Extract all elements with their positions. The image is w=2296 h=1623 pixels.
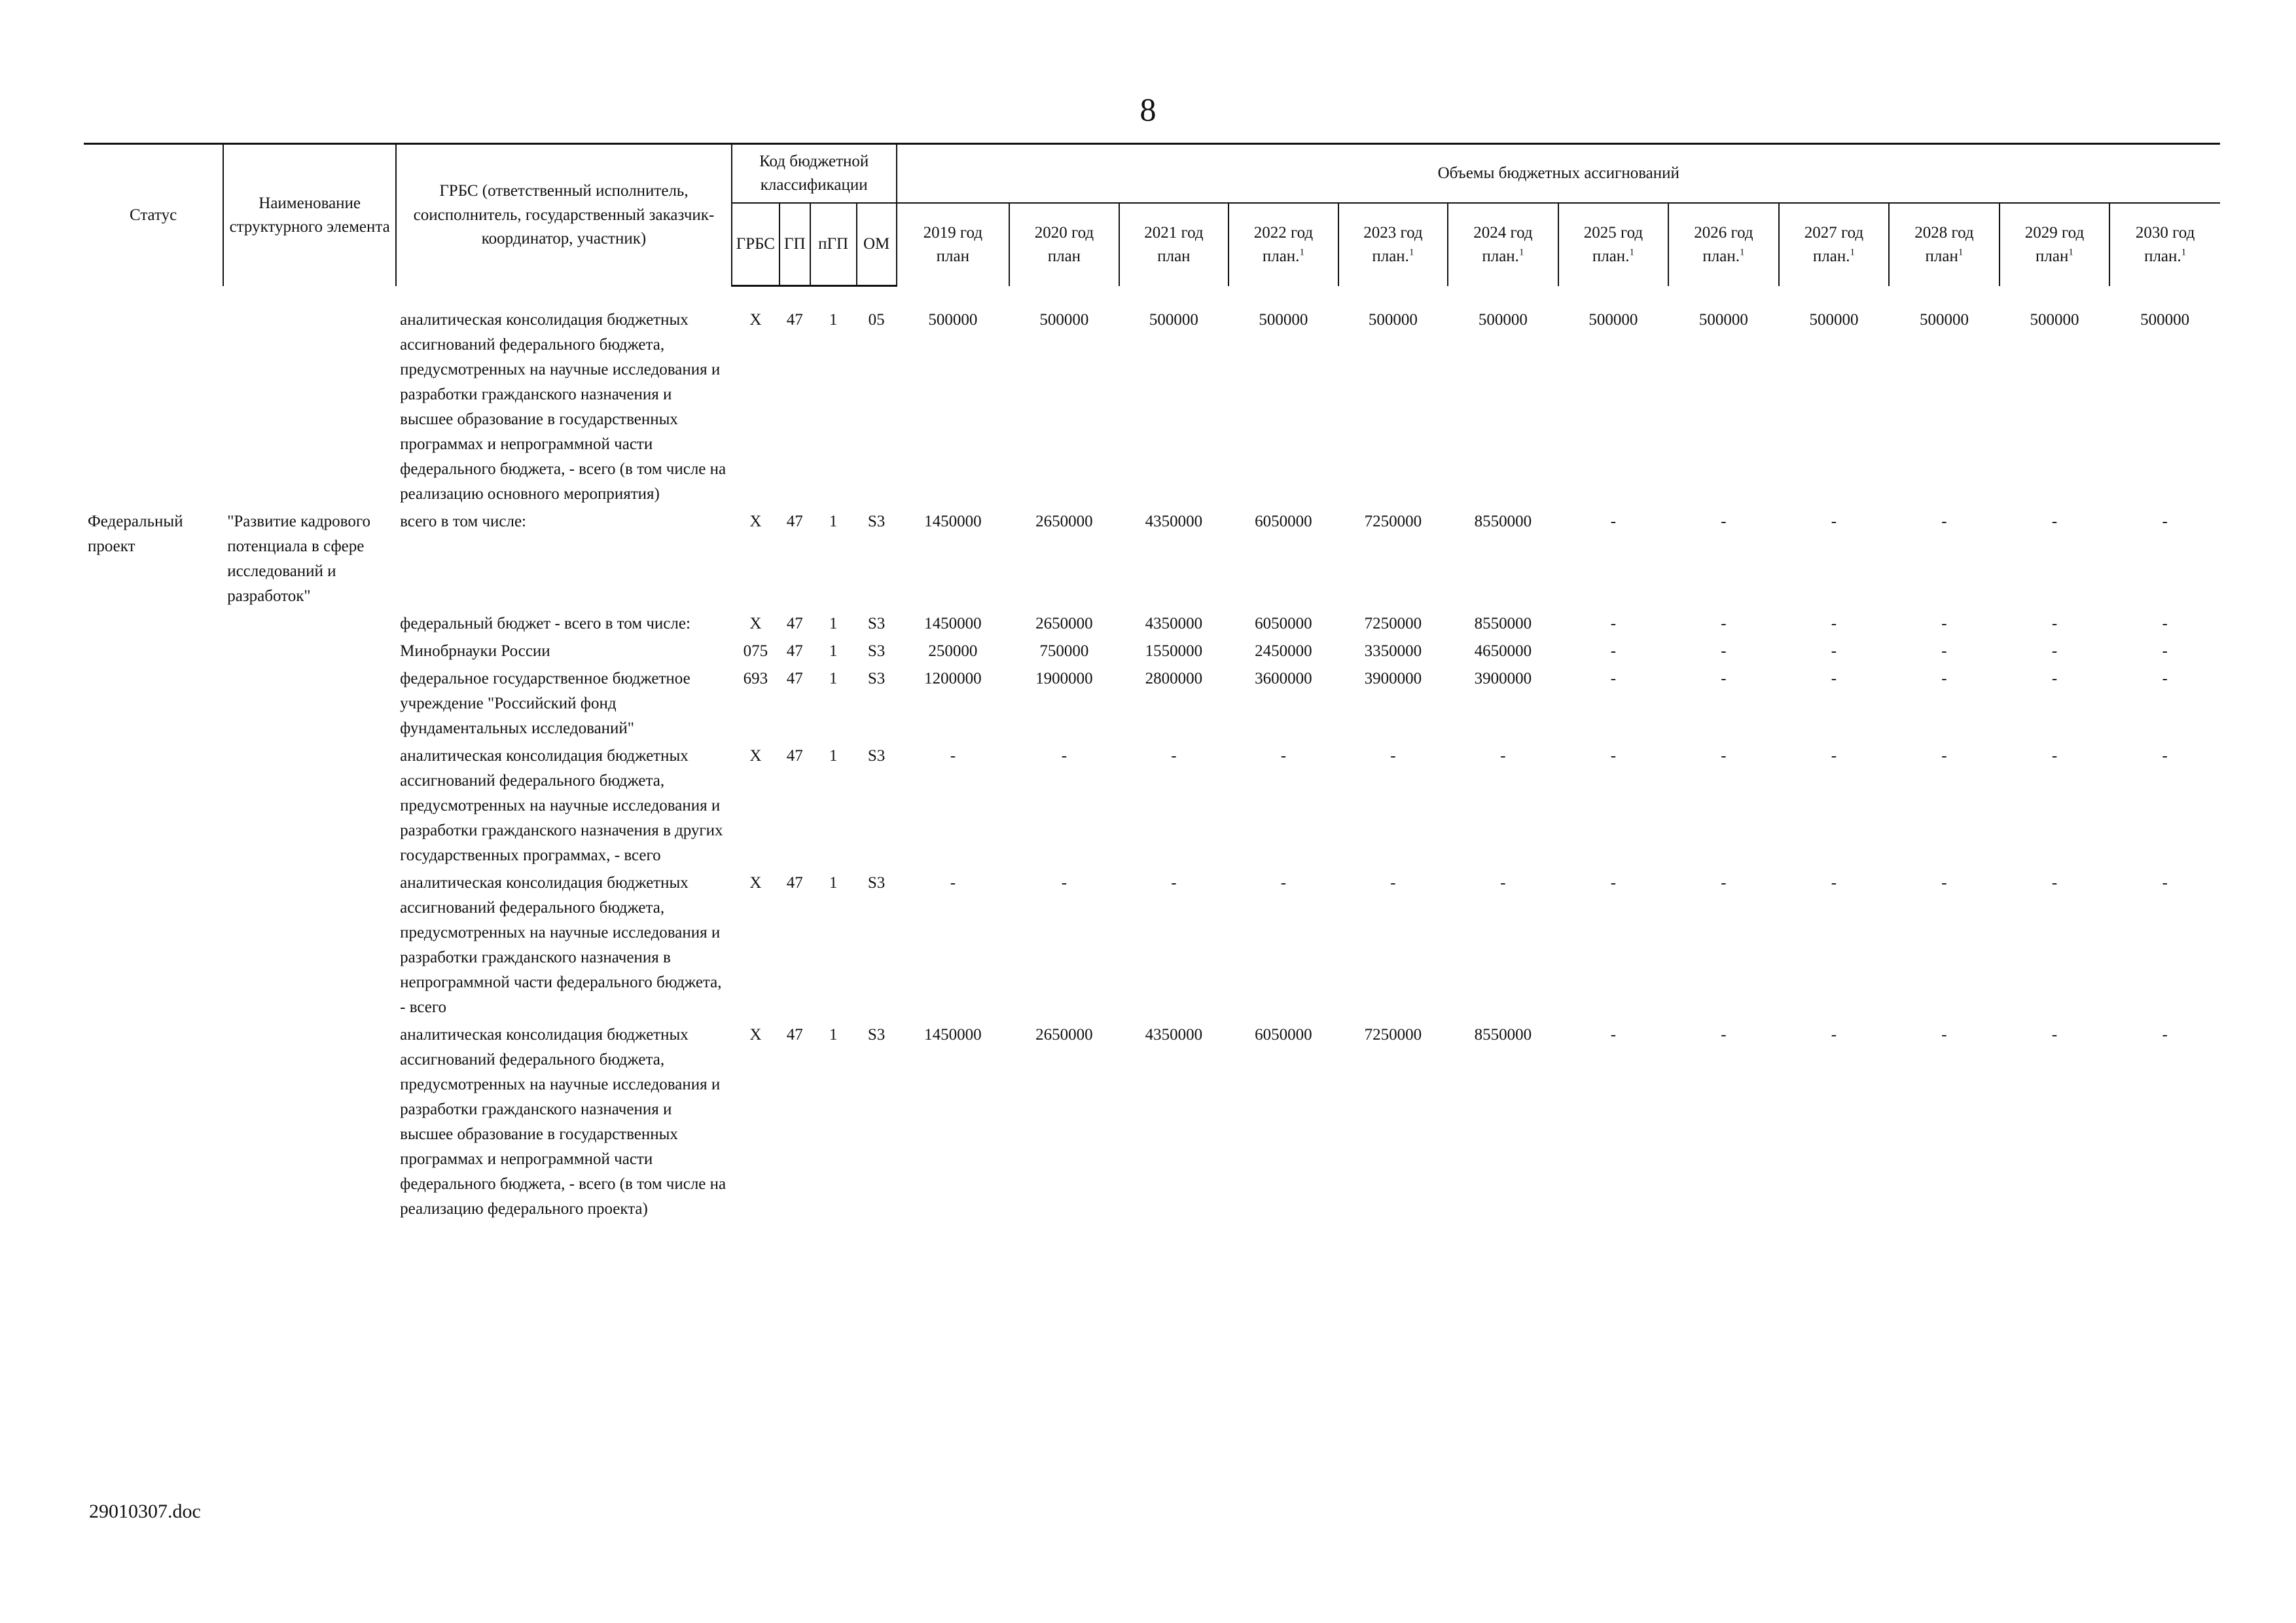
plan-label [2113, 245, 2217, 268]
cell-value: 500000 [1478, 311, 1528, 329]
cell-value: - [2162, 513, 2168, 530]
cell-om: S3 [867, 747, 886, 765]
cell-value: 8550000 [1474, 513, 1532, 530]
plan-label [900, 245, 1007, 268]
cell-description: всего в том числе: [400, 513, 526, 530]
header-grbs-full: ГРБС (ответственный исполнитель, соисполнитель, государственный заказчик-координатор, участник) [396, 144, 732, 286]
cell-description: федеральное государственное бюджетное учреждение "Российский фонд фундаментальных исследований" [400, 670, 691, 737]
cell-name [223, 1020, 396, 1222]
header-year-4 [1338, 203, 1448, 286]
cell-value: 2650000 [1035, 1026, 1093, 1044]
table-row [84, 507, 2220, 609]
cell-description: федеральный бюджет - всего в том числе: [400, 615, 691, 632]
cell-value: 500000 [2030, 311, 2079, 329]
cell-value: - [1721, 747, 1727, 765]
cell-value: 6050000 [1255, 615, 1312, 632]
cell-gp: 47 [786, 874, 803, 892]
cell-value: - [1390, 874, 1396, 892]
cell-value: 750000 [1039, 642, 1089, 660]
cell-value: 500000 [1039, 311, 1089, 329]
footnote-mark: 1 [1850, 247, 1855, 258]
plan-text: план. [2144, 247, 2181, 265]
cell-value: 6050000 [1255, 1026, 1312, 1044]
cell-value: 7250000 [1364, 1026, 1422, 1044]
cell-value: - [1831, 747, 1837, 765]
table-body [84, 286, 2220, 1222]
cell-value: - [1390, 747, 1396, 765]
cell-value: - [1500, 874, 1506, 892]
header-year-10 [2000, 203, 2110, 286]
cell-value: 500000 [1809, 311, 1859, 329]
cell-om: S3 [867, 642, 886, 660]
table-row [84, 305, 2220, 507]
cell-value: 7250000 [1364, 615, 1422, 632]
cell-value: 3900000 [1474, 670, 1532, 687]
header-year-11 [2109, 203, 2220, 286]
plan-label [2003, 245, 2107, 268]
footnote-mark: 1 [2068, 247, 2073, 258]
table-row [84, 636, 2220, 664]
cell-status [84, 741, 223, 868]
cell-value: 1450000 [924, 513, 982, 530]
cell-description: аналитическая консолидация бюджетных ассигнований федерального бюджета, предусмотренных на научные исследования и разработки гражданского назначения и высшее образование в государственных программах и непрограммной части федерального бюджета, - всего (в том числе на реализацию федерального проекта) [400, 1026, 726, 1218]
cell-value: - [1941, 747, 1947, 765]
cell-pgp: 1 [829, 1026, 838, 1044]
header-year-1 [1009, 203, 1119, 286]
footnote-mark: 1 [2181, 247, 2187, 258]
cell-value: - [950, 747, 956, 765]
cell-value: - [1280, 747, 1287, 765]
footnote-mark: 1 [1408, 247, 1414, 258]
header-status: Статус [84, 144, 223, 286]
cell-value: 500000 [1368, 311, 1418, 329]
cell-name [223, 664, 396, 741]
cell-value: - [950, 874, 956, 892]
cell-value: - [1721, 1026, 1727, 1044]
cell-value: - [1721, 615, 1727, 632]
cell-om: S3 [867, 1026, 886, 1044]
cell-grbs: X [749, 615, 762, 632]
cell-value: - [1941, 642, 1947, 660]
year-label: 2021 год [1144, 223, 1204, 242]
cell-value: 1450000 [924, 1026, 982, 1044]
year-label: 2026 год [1694, 223, 1753, 242]
cell-value: 2650000 [1035, 513, 1093, 530]
cell-description: аналитическая консолидация бюджетных ассигнований федерального бюджета, предусмотренных на научные исследования и разработки гражданского назначения в других государственных программах, - всего [400, 747, 723, 864]
footnote-mark: 1 [1629, 247, 1634, 258]
header-year-2 [1119, 203, 1229, 286]
cell-value: - [1941, 1026, 1947, 1044]
cell-gp: 47 [786, 642, 803, 660]
cell-value: - [1831, 642, 1837, 660]
year-label: 2020 год [1034, 223, 1094, 242]
cell-value: - [1721, 513, 1727, 530]
header-year-7 [1668, 203, 1779, 286]
plan-label [1892, 245, 1996, 268]
cell-value: 2450000 [1255, 642, 1312, 660]
plan-text: план. [1262, 247, 1300, 265]
plan-text: план. [1482, 247, 1519, 265]
year-label: 2029 год [2024, 223, 2085, 242]
cell-value: - [1941, 670, 1947, 687]
cell-value: 1200000 [924, 670, 982, 687]
plan-label [1232, 245, 1335, 268]
cell-value: - [1610, 615, 1617, 632]
cell-value: - [1061, 747, 1067, 765]
footnote-mark: 1 [1958, 247, 1964, 258]
cell-om: S3 [867, 670, 886, 687]
header-year-5 [1448, 203, 1558, 286]
cell-value: - [2051, 670, 2058, 687]
cell-grbs: 075 [743, 642, 768, 660]
budget-table [84, 143, 2220, 1222]
cell-value: 500000 [2140, 311, 2190, 329]
cell-value: - [1280, 874, 1287, 892]
header-year-9 [1889, 203, 2000, 286]
plan-text: план [1157, 247, 1191, 265]
cell-value: - [1610, 670, 1617, 687]
cell-value: 8550000 [1474, 1026, 1532, 1044]
cell-value: - [1831, 874, 1837, 892]
cell-value: 3350000 [1364, 642, 1422, 660]
cell-om: S3 [867, 615, 886, 632]
plan-label [1013, 245, 1116, 268]
cell-gp: 47 [786, 670, 803, 687]
cell-value: - [2162, 642, 2168, 660]
cell-name: "Развитие кадрового потенциала в сфере исследований и разработок" [227, 513, 370, 605]
cell-name [223, 636, 396, 664]
cell-name [223, 609, 396, 636]
table-header [84, 144, 2220, 286]
cell-value: 7250000 [1364, 513, 1422, 530]
cell-value: 4650000 [1474, 642, 1532, 660]
cell-om: 05 [868, 311, 885, 329]
footer-filename: 29010307.doc [89, 1501, 201, 1522]
cell-gp: 47 [786, 513, 803, 530]
plan-text: план. [1702, 247, 1740, 265]
cell-value: 1550000 [1145, 642, 1203, 660]
page-number: 8 [1139, 91, 1157, 128]
cell-status: Федеральный проект [88, 513, 183, 555]
cell-grbs: X [749, 513, 762, 530]
cell-value: - [1610, 1026, 1617, 1044]
cell-description: Минобрнауки России [400, 642, 550, 660]
header-budget-code: Код бюджетной классификации [732, 144, 897, 204]
cell-value: - [1610, 874, 1617, 892]
table-row [84, 741, 2220, 868]
cell-pgp: 1 [829, 642, 838, 660]
cell-value: - [1610, 747, 1617, 765]
cell-value: - [1831, 513, 1837, 530]
cell-pgp: 1 [829, 747, 838, 765]
cell-grbs: 693 [743, 670, 768, 687]
cell-value: - [1831, 615, 1837, 632]
cell-description: аналитическая консолидация бюджетных ассигнований федерального бюджета, предусмотренных на научные исследования и разработки гражданского назначения и высшее образование в государственных программах и непрограммной части федерального бюджета, - всего (в том числе на реализацию основного мероприятия) [400, 311, 726, 503]
cell-name [223, 868, 396, 1020]
cell-value: - [1061, 874, 1067, 892]
cell-value: - [1171, 874, 1177, 892]
cell-grbs: X [749, 311, 762, 329]
plan-label [1782, 245, 1886, 268]
cell-status [84, 636, 223, 664]
cell-value: 500000 [1588, 311, 1638, 329]
cell-value: - [2162, 670, 2168, 687]
plan-label [1122, 245, 1226, 268]
year-label: 2022 год [1253, 223, 1314, 242]
footnote-mark: 1 [1299, 247, 1304, 258]
year-label: 2023 год [1363, 223, 1423, 242]
year-label: 2019 год [923, 223, 983, 242]
cell-value: 1900000 [1035, 670, 1093, 687]
year-label: 2025 год [1583, 223, 1643, 242]
plan-text: план. [1812, 247, 1850, 265]
header-volumes: Объемы бюджетных ассигнований [897, 144, 2220, 204]
cell-name [223, 305, 396, 507]
year-label: 2030 год [2135, 223, 2195, 242]
table-row [84, 868, 2220, 1020]
cell-value: - [1941, 874, 1947, 892]
cell-value: - [2051, 615, 2058, 632]
cell-status [84, 664, 223, 741]
plan-text: план [2036, 247, 2069, 265]
cell-grbs: X [749, 874, 762, 892]
cell-value: 4350000 [1145, 1026, 1203, 1044]
cell-value: - [2051, 874, 2058, 892]
table-row [84, 609, 2220, 636]
cell-value: - [2051, 747, 2058, 765]
cell-value: - [2162, 874, 2168, 892]
plan-text: план. [1372, 247, 1409, 265]
cell-value: - [1721, 642, 1727, 660]
header-year-6 [1558, 203, 1669, 286]
cell-value: 2800000 [1145, 670, 1203, 687]
plan-text: план [936, 247, 970, 265]
cell-value: 500000 [928, 311, 978, 329]
table-row [84, 664, 2220, 741]
cell-gp: 47 [786, 615, 803, 632]
cell-gp: 47 [786, 747, 803, 765]
plan-text: план [1925, 247, 1958, 265]
year-label: 2024 год [1473, 223, 1533, 242]
cell-value: 2650000 [1035, 615, 1093, 632]
cell-value: - [1721, 874, 1727, 892]
cell-grbs: X [749, 1026, 762, 1044]
cell-pgp: 1 [829, 513, 838, 530]
cell-value: 500000 [1698, 311, 1748, 329]
cell-value: - [1831, 1026, 1837, 1044]
cell-value: - [1610, 513, 1617, 530]
header-code-1: ГП [780, 203, 810, 286]
cell-grbs: X [749, 747, 762, 765]
cell-value: 1450000 [924, 615, 982, 632]
header-name: Наименование структурного элемента [223, 144, 396, 286]
cell-value: - [2162, 615, 2168, 632]
cell-status [84, 609, 223, 636]
year-label: 2028 год [1914, 223, 1974, 242]
cell-value: - [2051, 513, 2058, 530]
cell-pgp: 1 [829, 670, 838, 687]
header-code-0: ГРБС [732, 203, 780, 286]
cell-value: - [1941, 513, 1947, 530]
cell-description: аналитическая консолидация бюджетных ассигнований федерального бюджета, предусмотренных на научные исследования и разработки гражданского назначения в непрограммной части федерального бюджета, - всего [400, 874, 722, 1016]
cell-value: - [2162, 1026, 2168, 1044]
plan-label [1342, 245, 1445, 268]
header-year-8 [1779, 203, 1890, 286]
cell-name [223, 741, 396, 868]
cell-value: 500000 [1919, 311, 1969, 329]
cell-value: 500000 [1149, 311, 1198, 329]
cell-value: - [1610, 642, 1617, 660]
cell-value: - [2051, 1026, 2058, 1044]
cell-status [84, 1020, 223, 1222]
cell-value: 250000 [928, 642, 978, 660]
cell-gp: 47 [786, 1026, 803, 1044]
cell-pgp: 1 [829, 874, 838, 892]
cell-value: 8550000 [1474, 615, 1532, 632]
header-code-3: ОМ [857, 203, 897, 286]
cell-value: - [1721, 670, 1727, 687]
header-year-0 [897, 203, 1010, 286]
plan-text: план [1047, 247, 1081, 265]
table-row [84, 1020, 2220, 1222]
cell-value: - [2051, 642, 2058, 660]
cell-value: 500000 [1259, 311, 1308, 329]
cell-value: - [1941, 615, 1947, 632]
cell-value: - [1171, 747, 1177, 765]
cell-value: - [1831, 670, 1837, 687]
header-year-3 [1229, 203, 1338, 286]
header-code-2: пГП [810, 203, 857, 286]
cell-gp: 47 [786, 311, 803, 329]
cell-value: 6050000 [1255, 513, 1312, 530]
cell-pgp: 1 [829, 615, 838, 632]
cell-om: S3 [867, 874, 886, 892]
footnote-mark: 1 [1518, 247, 1524, 258]
cell-pgp: 1 [829, 311, 838, 329]
plan-text: план. [1592, 247, 1630, 265]
footnote-mark: 1 [1739, 247, 1745, 258]
cell-value: - [2162, 747, 2168, 765]
year-label: 2027 год [1804, 223, 1864, 242]
plan-label [1672, 245, 1776, 268]
cell-status [84, 868, 223, 1020]
cell-value: 3600000 [1255, 670, 1312, 687]
plan-label [1562, 245, 1666, 268]
cell-value: 4350000 [1145, 513, 1203, 530]
cell-value: 3900000 [1364, 670, 1422, 687]
cell-status [84, 305, 223, 507]
cell-value: 4350000 [1145, 615, 1203, 632]
plan-label [1451, 245, 1555, 268]
cell-om: S3 [867, 513, 886, 530]
cell-value: - [1500, 747, 1506, 765]
